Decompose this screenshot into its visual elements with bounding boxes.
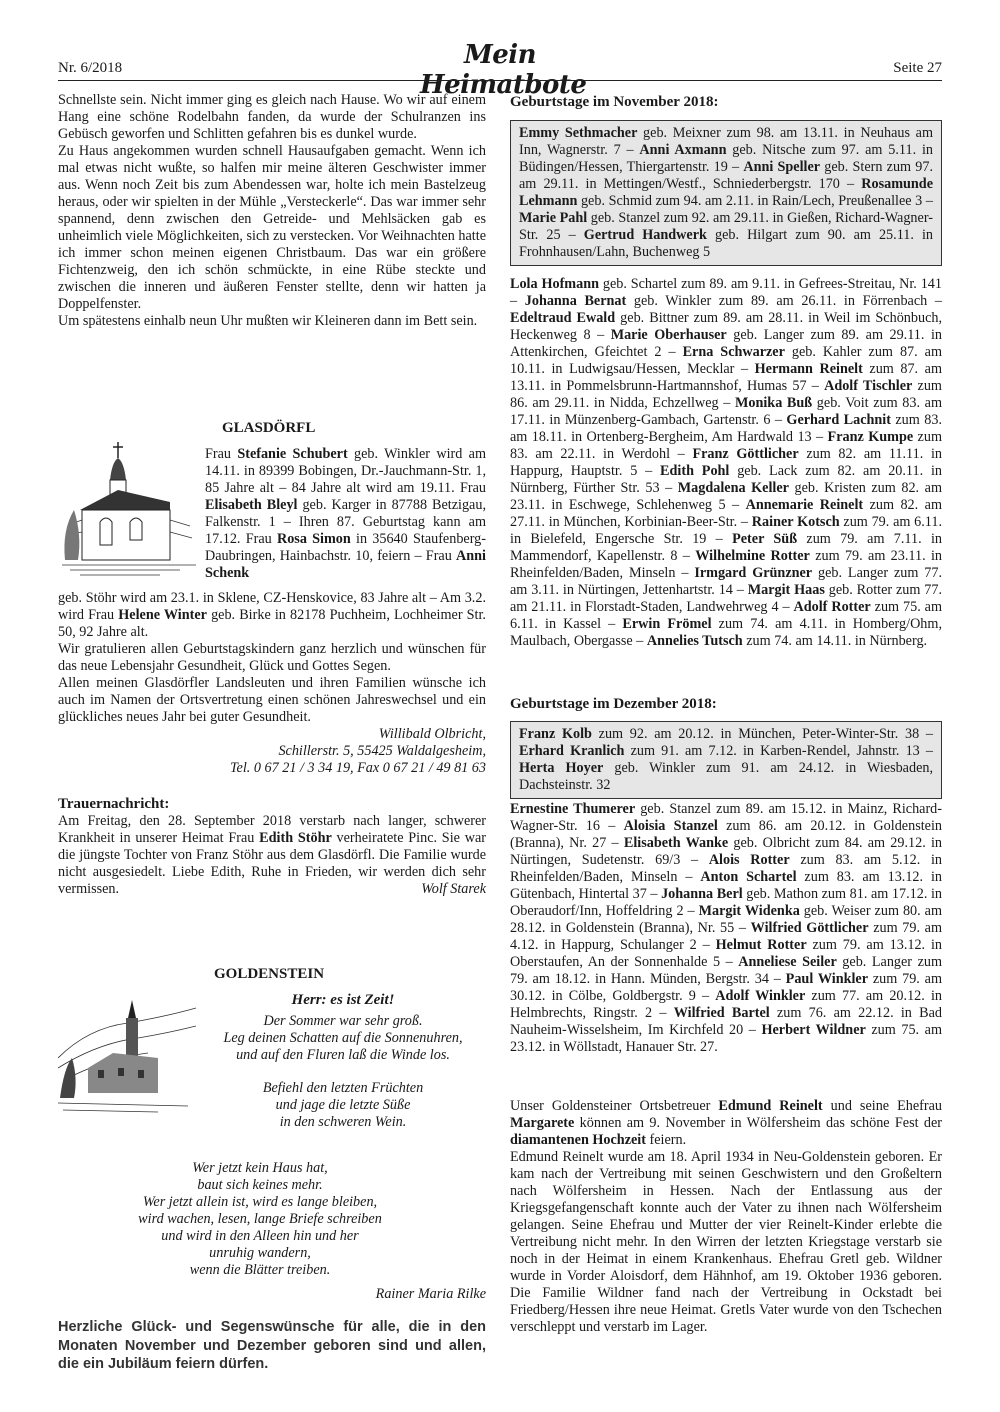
birthday-details: geb. Stanzel zum 89. am 15.12. in Mainz, Richard-Wagner-Str. 16 – [510, 801, 943, 834]
birthday-name: Helene Winter [118, 607, 207, 623]
birthday-name: Rainer Kotsch [751, 514, 840, 530]
december-list [510, 801, 942, 1056]
birthday-name: Marie Pahl [519, 210, 588, 226]
birthday-name: Anton Schartel [700, 869, 797, 885]
birthday-name: Margit Widenka [698, 903, 800, 919]
birthday-details: zum 83. am 22.11. in Werdohl – [510, 429, 942, 462]
birthday-details: geb. Langer zum 77. am 3.11. in Nürtingen, Jettenhartstr. 14 – [510, 565, 942, 598]
birthday-details: zum 74. am 4.11. in Homberg/Ohm, Maulbach, Obergasse – [510, 616, 942, 649]
birthday-details: geb. Voit zum 83. am 17.11. in Münzenberg-Gambach, Gartenstr. 6 – [510, 395, 943, 428]
birthday-name: Aloisia Stanzel [623, 818, 718, 834]
chapel-sketch-image [60, 440, 198, 580]
birthday-details: geb. Langer zum 79. am 18.12. in Hann. Münden, Bergstr. 34 – [510, 954, 942, 987]
greeting-paragraph: Wir gratulieren allen Geburtstagskindern ganz herzlich und wünschen für das neue Lebensjahr Gesundheit, Glück und Gottes Segen. [58, 641, 486, 674]
signature-phone: Tel. 0 67 21 / 3 34 19, Fax 0 67 21 / 49 81 63 [229, 760, 486, 776]
birthday-details: Unser Goldensteiner Ortsbetreuer [510, 1098, 719, 1114]
anniversary-paragraph-1 [510, 1098, 942, 1149]
birthday-name: Gerhard Lachnit [786, 412, 891, 428]
birthday-details: geb. Langer zum 89. am 29.11. in Attenkirchen, Gfeichtet 2 – [510, 327, 942, 360]
birthday-name: Margit Haas [747, 582, 825, 598]
birthday-details: zum 87. am 13.11. in Pommelsbrunn-Hartmannshof, Humas 57 – [510, 361, 942, 394]
birthday-name: Alois Rotter [708, 852, 790, 868]
anniversary-section [510, 1098, 942, 1336]
birthday-details: zum 83. am 5.12. in Rheinfelden/Baden, Minseln – [510, 852, 942, 885]
birthday-details: zum 79. am 13.12. in Oberstaufen, An der Sonnenhalde 5 – [510, 937, 943, 970]
birthday-name: Hermann Reinelt [754, 361, 863, 377]
birthday-name: Johanna Bernat [524, 293, 627, 309]
birthday-name: Herbert Wildner [761, 1022, 866, 1038]
birthday-details: zum 77. am 20.12. in Helmbrechts, Ringstr. 2 – [510, 988, 942, 1021]
poem-part-2: Wer jetzt kein Haus hat, baut sich keines mehr. Wer jetzt allein ist, wird es lange bleiben, wird wachen, lesen, lange Briefe schreiben und wird in den Alleen hin und her unruhig wandern, wenn die Blätter treiben. [138, 1160, 382, 1278]
birthday-details: zum 82. am 11.11. in Happurg, Hauptstr. 5 – [510, 446, 942, 479]
birthday-name: Wilhelmine Rotter [695, 548, 810, 564]
birthday-name: Marie Oberhauser [610, 327, 727, 343]
birthday-details: geb. Hilgart zum 90. am 25.11. in Frohnhausen/Lahn, Buchenweg 5 [519, 227, 933, 260]
birthday-name: Anni Speller [743, 159, 821, 175]
birthday-name: Rosamunde Lehmann [519, 176, 933, 209]
birthday-name: Elisabeth Wanke [623, 835, 729, 851]
birthday-details: können am 9. November in Wölfersheim das schöne Fest der [574, 1115, 942, 1131]
closing-greeting: Herzliche Glück- und Segenswünsche für alle, die in den Monaten November und Dezember geboren sind und allen, die ein Jubiläum feiern dürfen. [58, 1319, 486, 1372]
birthday-name: Magdalena Keller [677, 480, 789, 496]
birthday-name: Edmund Reinelt [718, 1098, 823, 1114]
november-list [510, 276, 942, 650]
glasdoerfl-text-full: geb. Stöhr wird am 23.1. in Sklene, CZ-Henskovice, 83 Jahre alt – Am 3.2. wird Frau Helene Winter geb. Birke in 82178 Puchheim, Lochheimer Str. 50, 92 Jahre alt. Wir gratulieren allen Geburtstagskindern ganz herzlich und wünschen für das neue Lebensjahr Gesundheit, Glück und Gottes Segen. Allen meinen Glasdörfler Landsleuten und ihren Familien wünsche ich auch im Namen der Ortsvertretung einen schönen Jahreswechsel und ein glückliches neues Jahr bei guter Gesundheit. Willibald Olbricht, Schillerstr. 5, 55425 Waldalgesheim, Tel. 0 67 21 / 3 34 19, Fax 0 67 21 / 49 81 63 [58, 590, 486, 776]
birthday-details: zum 79. am 6.11. in Bielefeld, Engersche Str. 19 – [510, 514, 943, 547]
birthday-details: geb. Meixner zum 98. am 13.11. in Neuhaus am Inn, Wagnerstr. 7 – [519, 125, 933, 158]
birthday-details: zum 86. am 29.11. in Nidda, Echzellweg – [510, 378, 942, 411]
birthday-name: Annelies Tutsch [646, 633, 743, 649]
birthday-details: zum 82. am 27.11. in München, Korbinian-Beer-Str. – [510, 497, 942, 530]
birthday-name: Edeltraud Ewald [510, 310, 616, 326]
november-birthdays-heading: Geburtstage im November 2018: [510, 94, 719, 110]
birthday-name: Emmy Sethmacher [519, 125, 638, 141]
birthday-name: Erhard Kranlich [519, 743, 625, 759]
birthday-details: und seine Ehefrau [822, 1098, 942, 1114]
obituary-signature: Wolf Starek [421, 881, 486, 897]
obituary-heading: Trauernachricht: [58, 796, 170, 812]
signature-name: Willibald Olbricht, [378, 726, 486, 742]
birthday-details: geb. Weiser zum 80. am 28.12. in Goldenstein (Branna), Nr. 55 – [510, 903, 942, 936]
birthday-name: Johanna Berl [661, 886, 743, 902]
birthday-details: geb. Mathon zum 81. am 17.12. in Oberaudorf/Inn, Hoffeldring 2 – [510, 886, 942, 919]
deceased-name: Edith Stöhr [259, 830, 332, 846]
poem-part-1: Herr: es ist Zeit! Der Sommer war sehr groß. Leg deinen Schatten auf die Sonnenuhren, und auf den Fluren laß die Winde los. Befiehl den letzten Früchten und jage die letzte Süße in den schweren Wein. [200, 992, 486, 1131]
birthday-details: geb. Schartel zum 89. am 9.11. in Gefrees-Streitau, Nr. 141 – [510, 276, 942, 309]
birthday-details: zum 91. am 7.12. in Karben-Rendel, Jahnstr. 13 – [624, 743, 933, 759]
intro-text [58, 92, 486, 330]
birthday-details: zum 75. am 23.12. in Wöllstadt, Hanauer Str. 27. [510, 1022, 942, 1055]
birthday-details: geb. Stern zum 97. am 29.11. in Mettingen/Westf., Schniederbergstr. 170 – [519, 159, 934, 192]
birthday-details: geb. Winkler zum 89. am 26.11. in Förrenbach – [626, 293, 942, 309]
birthday-details: geb. Olbricht zum 84. am 29.12. in Nürtingen, Sudetenstr. 69/3 – [510, 835, 943, 868]
birthday-name: Wilfried Bartel [673, 1005, 770, 1021]
header-rule [58, 80, 942, 81]
birthday-name: Margarete [510, 1115, 575, 1131]
anniversary-paragraph-2: Edmund Reinelt wurde am 18. April 1934 in Neu-Goldenstein geboren. Er kam nach der Vertreibung mit seinen Geschwistern und den Großeltern nach Wölfersheim in Hessen. Nach der Entlassung aus der Kriegsgefangenschaft konnte auch der Vater zu ihnen nach Wölfersheim gelangen. Seine Ehefrau und Mutter der vier Reinelt-Kinder erlebte die Vertreibung nicht mehr. In den Wirren der letzten Kriegstage verstarb sie noch in der Heimat in einem Krankenhaus. Ehefrau Gretl geb. Wildner wurde in Vorder Aloisdorf, dem Hähnhof, am 19. Oktober 1936 geboren. Die Familie Wildner fand nach der Vertreibung in Ockstadt bei Friedberg/Hessen ihre neue Heimat. Gretls Vater wurde von den Tschechen verschleppt und verstarb im Lager. [510, 1149, 942, 1335]
birthday-name: Franz Kumpe [827, 429, 914, 445]
birthday-details: zum 79. am 30.12. in Cölbe, Goldbergstr. 9 – [510, 971, 942, 1004]
birthday-details: zum 79. am 7.11. in Mammendorf, Kapellenstr. 8 – [510, 531, 942, 564]
birthday-details: geb. Kristen zum 82. am 23.11. in Eschwege, Schlehenweg 5 – [510, 480, 942, 513]
birthday-name: Annemarie Reinelt [745, 497, 864, 513]
birthday-details: geb. Stanzel zum 92. am 29.11. in Gießen, Richard-Wagner-Str. 25 – [519, 210, 933, 243]
december-box [510, 721, 942, 799]
birthday-details: feiern. [645, 1132, 687, 1148]
birthday-name: Franz Kolb [519, 726, 592, 742]
birthday-name: Adolf Rotter [793, 599, 871, 615]
masthead-title: Mein Heimatbote [420, 40, 587, 100]
birthday-name: Anni Schenk [205, 548, 486, 581]
birthday-name: Anni Axmann [639, 142, 727, 158]
birthday-name: Wilfried Göttlicher [750, 920, 869, 936]
birthday-details: zum 79. am 4.12. in Happurg, Schulanger 2 – [510, 920, 942, 953]
birthday-details: zum 76. am 22.12. in Bad Nauheim-Wisselsheim, Im Kirchfeld 20 – [510, 1005, 942, 1038]
birthday-name: Stefanie Schubert [237, 446, 348, 462]
poem-title: Herr: es ist Zeit! [291, 992, 395, 1008]
birthday-name: Gertrud Handwerk [583, 227, 707, 243]
birthday-name: diamantenen Hochzeit [510, 1132, 646, 1148]
glasdoerfl-heading: GLASDÖRFL [222, 420, 316, 436]
birthday-name: Paul Winkler [785, 971, 869, 987]
intro-paragraph-2: Zu Haus angekommen wurden schnell Hausaufgaben gemacht. Wenn ich mal etwas nicht wußte, so halfen mir meine älteren Geschwister immer aus. Wenn noch Zeit bis zum Abendessen war, holte ich mein Bastelzeug heraus, oder wir spielten in der Mühle „Versteckerle“. Das war immer sehr spannend, denn zwischen den Getreide- und Mehlsäcken gab es unheimlich viele Möglichkeiten, sich zu verstecken. Vor Weihnachten hatte ich immer schon meinen eigenen Christbaum. Das war ein größere Fichtenzweig, den ich schön schmückte, in eine Rübe steckte und zwischen die inneren und äußeren Fenster stellte, denn wir hatten ja Doppelfenster. [58, 143, 486, 312]
birthday-name: Ernestine Thumerer [510, 801, 636, 817]
birthday-details: geb. Bittner zum 89. am 28.11. in Weil im Schönbuch, Heckenweg 8 – [510, 310, 943, 343]
birthday-name: Erna Schwarzer [682, 344, 785, 360]
birthday-details: zum 92. am 20.12. in München, Peter-Winter-Str. 38 – [591, 726, 933, 742]
birthday-name: Peter Süß [732, 531, 798, 547]
obituary-section: Trauernachricht: Am Freitag, den 28. September 2018 verstarb nach langer, schwerer Krankheit in unserer Heimat Frau Edith Stöhr verheiratete Pinc. Sie war die jüngste Tochter von Franz Stöhr aus dem Glasdörfl. Die Familie wurde nicht ausgesiedelt. Liebe Edith, Ruhe in Frieden, wir werden dich sehr vermissen. Wolf Starek [58, 796, 486, 897]
birthday-details: geb. Schmid zum 94. am 2.11. in Rain/Lech, Preußenallee 3 – [577, 193, 933, 209]
birthday-details: zum 83. am 18.11. in Ortenberg-Bergheim, Am Hardwald 13 – [510, 412, 942, 445]
november-box [510, 120, 942, 266]
wishes-paragraph: Allen meinen Glasdörfler Landsleuten und ihren Familien wünsche ich auch im Namen der Ortsvertretung einen schönen Jahreswechsel und ein glückliches neues Jahr bei guter Gesundheit. [58, 675, 486, 725]
birthday-name: Adolf Winkler [715, 988, 806, 1004]
birthday-name: Adolf Tischler [824, 378, 913, 394]
december-birthdays-heading: Geburtstage im Dezember 2018: [510, 696, 717, 712]
intro-paragraph-3: Um spätestens einhalb neun Uhr mußten wir Kleineren dann im Bett sein. [58, 313, 478, 329]
birthday-details: geb. Lack zum 82. am 20.11. in Nürnberg, Fürther Str. 53 – [510, 463, 942, 496]
intro-paragraph-1: Schnellste sein. Nicht immer ging es gleich nach Hause. Wo wir auf einem Hang eine schöne Rodelbahn fanden, da wurde der Schulranzen ins Gebüsch geworfen und Schlitten gefahren bis es dunkel wurde. [58, 92, 486, 142]
birthday-name: Lola Hofmann [510, 276, 599, 292]
birthday-details: zum 86. am 20.12. in Goldenstein (Branna), Nr. 27 – [510, 818, 942, 851]
page-number: Seite 27 [893, 60, 942, 76]
birthday-details: zum 75. am 6.11. in Kassel – [510, 599, 943, 632]
birthday-details: zum 79. am 23.11. in Rheinfelden/Baden, Minseln – [510, 548, 942, 581]
birthday-name: Erwin Frömel [622, 616, 712, 632]
signature-address: Schillerstr. 5, 55425 Waldalgesheim, [278, 743, 486, 759]
birthday-details: geb. Kahler zum 87. am 10.11. in Ludwigsau/Hessen, Mecklar – [510, 344, 942, 377]
birthday-details: geb. Nitsche zum 97. am 5.11. in Büdingen/Hessen, Thiergartenstr. 19 – [519, 142, 934, 175]
village-church-sketch-image [58, 998, 198, 1118]
birthday-name: Monika Buß [734, 395, 813, 411]
birthday-details: zum 74. am 14.11. in Nürnberg. [742, 633, 928, 649]
poem-author: Rainer Maria Rilke [375, 1286, 486, 1302]
glasdoerfl-text-indented: Frau Stefanie Schubert geb. Winkler wird am 14.11. in 89399 Bobingen, Dr.-Jauchmann-Str. 1, 85 Jahre alt – 84 Jahre alt wird am 19.11. Frau Elisabeth Bleyl geb. Karger in 87788 Betzigau, Falkenstr. 1 – Ihren 87. Geburtstag kann am 17.12. Frau Rosa Simon in 35640 Staufenberg-Daubringen, Hainbachstr. 10, feiern – Frau Anni Schenk [205, 446, 486, 581]
birthday-details: zum 83. am 13.12. in Gütenbach, Hintertal 37 – [510, 869, 942, 902]
birthday-details: geb. Rotter zum 77. am 21.11. in Florstadt-Staden, Landwehrweg 4 – [510, 582, 943, 615]
birthday-name: Helmut Rotter [715, 937, 807, 953]
goldenstein-heading: GOLDENSTEIN [214, 966, 325, 982]
birthday-name: Rosa Simon [276, 531, 351, 547]
birthday-name: Herta Hoyer [519, 760, 604, 776]
issue-number: Nr. 6/2018 [58, 60, 123, 76]
birthday-name: Franz Göttlicher [692, 446, 799, 462]
birthday-details: geb. Winkler zum 91. am 24.12. in Wiesbaden, Dachsteinstr. 32 [519, 760, 934, 793]
birthday-name: Edith Pohl [660, 463, 730, 479]
birthday-name: Anneliese Seiler [738, 954, 837, 970]
birthday-name: Irmgard Grünzner [694, 565, 813, 581]
birthday-name: Elisabeth Bleyl [205, 497, 298, 513]
